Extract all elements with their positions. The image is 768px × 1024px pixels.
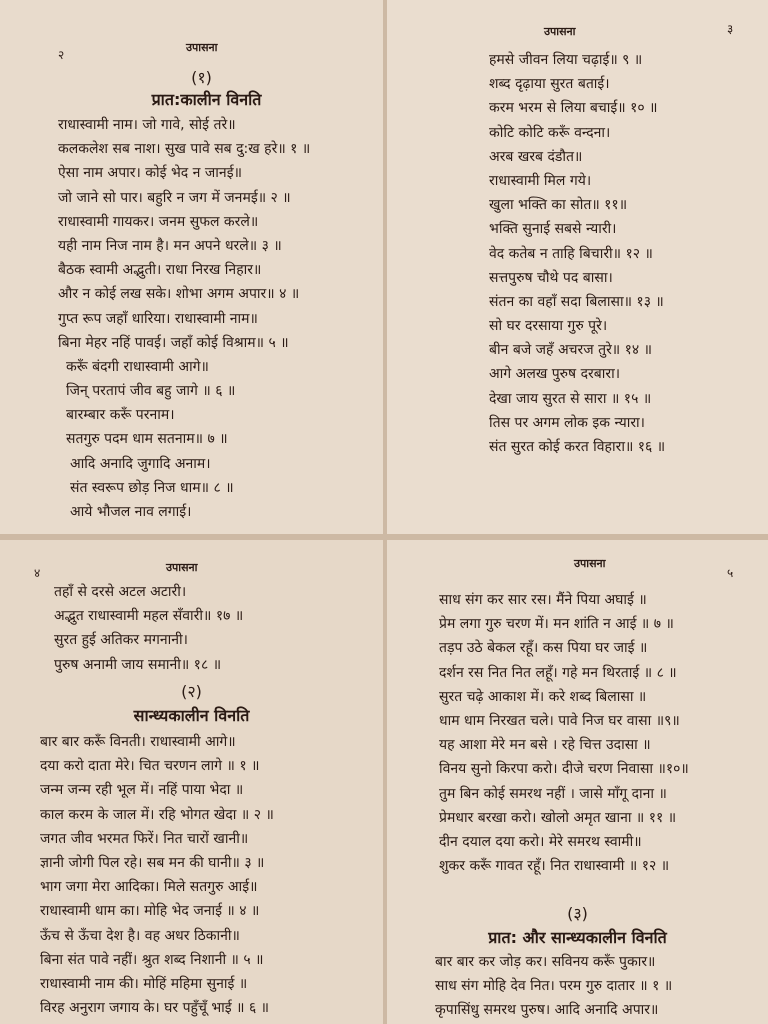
verse-line: राधास्वामी धाम का। मोहि भेद जनाई ॥ ४ ॥ [40, 903, 260, 920]
verse-line: सतगुरु पदम धाम सतनाम॥ ७ ॥ [66, 431, 228, 448]
verse-line: ज्ञानी जोगी पिल रहे। सब मन की घानी॥ ३ ॥ [40, 854, 265, 871]
verse-line: जिन् परतापं जीव बहु जागे ॥ ६ ॥ [66, 383, 236, 400]
verse-line: यही नाम निज नाम है। मन अपने धरले॥ ३ ॥ [58, 237, 282, 254]
verse-line: बार बार करूँ विनती। राधास्वामी आगे॥ [40, 734, 236, 750]
verse-line: कृपासिंधु समरथ पुरुष। आदि अनादि अपार॥ [435, 1002, 659, 1019]
section-number: (१) [191, 68, 212, 87]
verse-line: तड़प उठे बेकल रहूँ। कस पिया घर जाई ॥ [439, 640, 648, 657]
page-4 [0, 540, 383, 1024]
verse-line: वेद कतेब न ताहि बिचारी॥ १२ ॥ [489, 245, 653, 262]
verse-line: करम भरम से लिया बचाई॥ १० ॥ [489, 100, 658, 117]
page-3 [387, 0, 768, 534]
verse-line: बैठक स्वामी अद्भुती। राधा निरख निहार॥ [58, 262, 262, 279]
page-number: २ [58, 48, 65, 62]
verse-line: देखा जाय सुरत से सारा ॥ १५ ॥ [489, 390, 652, 407]
verse-line: धाम धाम निरखत चले। पावे निज घर वासा ॥९॥ [439, 712, 680, 729]
verse-line: जन्म जन्म रही भूल में। नहिं पाया भेदा ॥ [40, 782, 244, 799]
verse-line: आदि अनादि जुगादि अनाम। [70, 455, 211, 472]
section-number: (२) [181, 682, 202, 701]
running-header: उपासना [544, 25, 576, 38]
verse-line: आये भौजल नाव लगाई। [70, 504, 192, 520]
verse-line: भक्ति सुनाई सबसे न्यारी। [489, 221, 617, 238]
verse-line: संत स्वरूप छोड़ निज धाम॥ ८ ॥ [70, 479, 234, 496]
verse-list [54, 580, 243, 677]
verse-list [439, 588, 689, 878]
verse-line: साध संग कर सार रस। मैंने पिया अघाई ॥ [439, 592, 647, 608]
verse-line: तुम बिन कोई समरथ नहीं । जासे माँगू दाना ॥ [439, 785, 667, 802]
verse-line: राधास्वामी नाम। जो गावे, सोई तरे॥ [58, 117, 236, 133]
verse-line: खुला भक्ति का सोत॥ ११॥ [489, 197, 628, 214]
verse-line: राधास्वामी मिल गये। [489, 172, 592, 189]
page-number: ३ [727, 22, 734, 36]
verse-line: बिना संत पावे नहीं। श्रुत शब्द निशानी ॥ ५ ॥ [40, 951, 264, 968]
verse-line: बार बार कर जोड़ कर। सविनय करूँ पुकार॥ [435, 954, 656, 970]
verse-line: पुरुष अनामी जाय समानी॥ १८ ॥ [54, 656, 222, 673]
verse-line: यह आशा मेरे मन बसे । रहे चित्त उदासा ॥ [439, 737, 651, 754]
verse-line: ऊँच से ऊँचा देश है। वह अधर ठिकानी॥ [40, 927, 240, 944]
verse-line: बिना मेहर नहिं पावई। जहाँ कोई विश्राम॥ ५ ॥ [58, 334, 289, 351]
verse-line: दीन दयाल दया करो। मेरे समरथ स्वामी॥ [439, 833, 642, 850]
verse-line: सुरत हुई अतिकर मगनानी। [54, 632, 188, 649]
verse-line: राधास्वामी गायकर। जनम सुफल करले॥ [58, 213, 259, 230]
verse-line: कलकलेश सब नाश। सुख पावे सब दु:ख हरे॥ १ ॥ [58, 141, 311, 158]
verse-line: प्रेम लगा गुरु चरण में। मन शांति न आई ॥ ७ ॥ [439, 616, 674, 633]
verse-line: अद्भुत राधास्वामी महल सँवारी॥ १७ ॥ [54, 608, 244, 625]
verse-line: जगत जीव भरमत फिरें। नित चारों खानी॥ [40, 830, 249, 847]
verse-line: विरह अनुराग जगाय के। घर पहुँचूँ भाई ॥ ६ ॥ [40, 1000, 270, 1017]
verse-line: बारम्बार करूँ परनाम। [66, 407, 175, 424]
verse-line: करूँ बंदगी राधास्वामी आगे॥ [66, 358, 209, 375]
verse-line: अरब खरब दंडौत॥ [489, 148, 583, 165]
verse-line: हमसे जीवन लिया चढ़ाई॥ ९ ॥ [489, 52, 643, 68]
section-title: प्रात: और सान्ध्यकालीन विनति [488, 928, 667, 947]
verse-line: कोटि कोटि करूँ वन्दना। [489, 124, 611, 141]
verse-line: संतन का वहाँ सदा बिलासा॥ १३ ॥ [489, 293, 664, 310]
verse-line: संत सुरत कोई करत विहारा॥ १६ ॥ [489, 439, 666, 455]
verse-list [435, 950, 672, 1023]
page-number: ५ [727, 566, 734, 580]
verse-line: शब्द दृढ़ाया सुरत बताई। [489, 76, 610, 93]
section-title: सान्ध्यकालीन विनति [133, 706, 250, 725]
verse-line: राधास्वामी नाम की। मोहिं महिमा सुनाई ॥ [40, 975, 248, 992]
verse-list [489, 48, 665, 459]
verse-line: ऐसा नाम अपार। कोई भेद न जानई॥ [58, 165, 242, 182]
page-5 [387, 540, 768, 1024]
verse-line: दर्शन रस नित नित लहूँ। गहे मन थिरताई ॥ ८ ॥ [439, 664, 677, 681]
running-header: उपासना [166, 561, 198, 574]
verse-line: साध संग मोहि देव नित। परम गुरु दातार ॥ १ ॥ [435, 978, 673, 995]
verse-list [58, 113, 310, 524]
verse-line: बीन बजे जहँ अचरज तुरे॥ १४ ॥ [489, 342, 653, 359]
section-title: प्रात:कालीन विनति [151, 90, 262, 109]
page-2 [0, 0, 383, 534]
verse-line: तिस पर अगम लोक इक न्यारा। [489, 414, 645, 431]
section-number: (३) [567, 904, 588, 923]
running-header: उपासना [186, 41, 218, 54]
running-header: उपासना [574, 557, 606, 570]
verse-line: विनय सुनो किरपा करो। दीजे चरण निवासा ॥१०॥ [439, 761, 689, 778]
verse-line: जो जाने सो पार। बहुरि न जग में जनमई॥ २ ॥ [58, 189, 291, 206]
page-number: ४ [34, 566, 41, 580]
verse-line: और न कोई लख सके। शोभा अगम अपार॥ ४ ॥ [58, 286, 300, 303]
verse-list [40, 730, 274, 1020]
verse-line: सो घर दरसाया गुरु पूरे। [489, 318, 608, 335]
verse-line: आगे अलख पुरुष दरबारा। [489, 366, 621, 383]
verse-line: काल करम के जाल में। रहि भोगत खेदा ॥ २ ॥ [40, 806, 274, 823]
verse-line: गुप्त रूप जहाँ धारिया। राधास्वामी नाम॥ [58, 310, 258, 327]
verse-line: शुकर करूँ गावत रहूँ। नित राधास्वामी ॥ १२ ॥ [439, 858, 670, 875]
verse-line: सत्तपुरुष चौथे पद बासा। [489, 269, 613, 286]
verse-line: सुरत चढ़े आकाश में। करे शब्द बिलासा ॥ [439, 688, 647, 705]
verse-line: प्रेमधार बरखा करो। खोलो अमृत खाना ॥ ११ ॥ [439, 809, 677, 826]
verse-line: भाग जगा मेरा आदिका। मिले सतगुरु आई॥ [40, 879, 258, 896]
verse-line: तहाँ से दरसे अटल अटारी। [54, 584, 187, 600]
verse-line: दया करो दाता मेरे। चित चरणन लागे ॥ १ ॥ [40, 758, 260, 775]
